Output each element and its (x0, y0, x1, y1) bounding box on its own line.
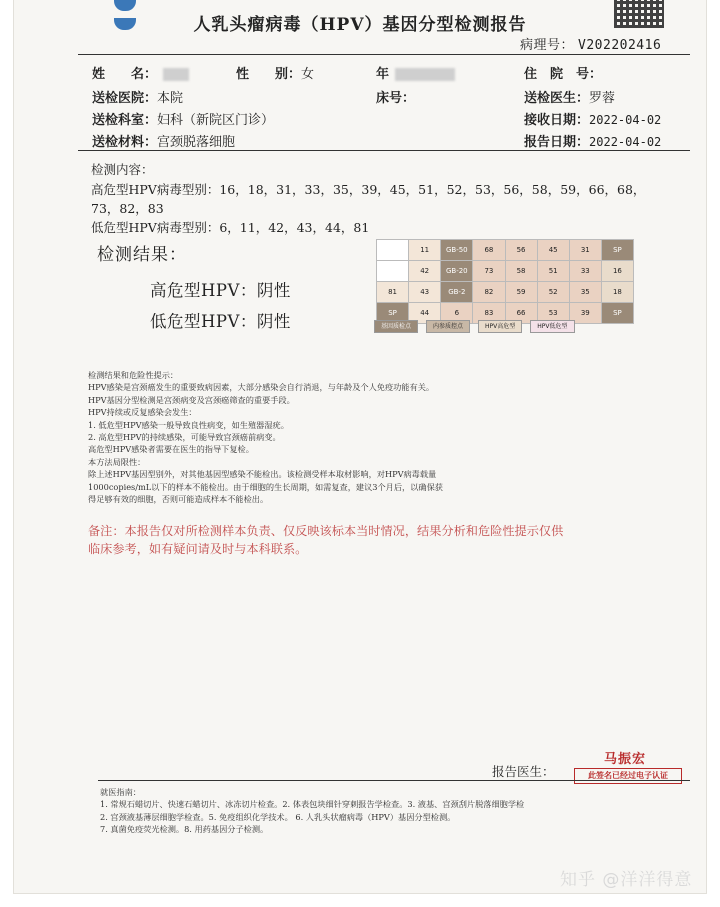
note-line: 本方法局限性： (88, 456, 146, 467)
genotype-cell: 52 (537, 282, 569, 303)
high-risk-result (150, 277, 291, 301)
result-heading: 检测结果： (97, 245, 187, 265)
genotype-cell: 82 (473, 282, 505, 303)
doctor-signature: 马振宏 (604, 752, 647, 767)
footer-divider (98, 780, 690, 781)
low-risk-result-label: 低危型HPV： (150, 312, 257, 331)
note-line: HPV持续或反复感染会发生： (88, 407, 197, 418)
submitting-doctor-value: 罗蓉 (589, 91, 616, 106)
note-line: 1. 低危型HPV感染一般导致良性病变，如生殖器湿疣。 (88, 419, 289, 430)
genotype-cell: 35 (569, 282, 601, 303)
genotype-cell: 58 (505, 261, 537, 282)
pathology-number-value: V202202416 (578, 38, 662, 53)
patient-gender-label: 性 别： (236, 67, 302, 82)
medical-guide (100, 786, 660, 836)
genotype-cell: 6 (441, 303, 473, 324)
remark-line: 备注：本报告仅对所检测样本负责、仅反映该标本当时情况，结果分析和危险性提示仅供 (88, 524, 564, 538)
guide-line: 2. 宫颈液基薄层细胞学检查。5. 免疫组织化学技术。 6. 人乳头状瘤病毒（HPV）基因分型检测。 (100, 811, 456, 822)
received-date-value: 2022-04-02 (589, 113, 662, 127)
genotype-cell: 16 (601, 261, 633, 282)
submitting-department (92, 109, 274, 128)
note-line: 高危型HPV感染者需要在医生的指导下复检。 (88, 444, 254, 455)
patient-name (92, 63, 189, 82)
note-line: 检测结果和危险性提示： (88, 370, 179, 380)
note-line: 1000copies/mL以下的样本不能检出。由于细胞的生长周期，如需复查，建议3个月后，以确保获 (88, 481, 443, 492)
genotype-cell: SP (601, 240, 633, 261)
legend-item: HPV高危型 (478, 320, 522, 333)
pathology-number-label: 病理号： (520, 38, 575, 53)
report-date-value: 2022-04-02 (589, 135, 662, 149)
genotype-cell: 43 (409, 282, 441, 303)
genotype-table (376, 239, 634, 324)
high-risk-result-value: 阴性 (256, 281, 291, 300)
genotype-cell: 51 (537, 261, 569, 282)
submitting-hospital (92, 87, 183, 106)
submitting-department-label: 送检科室： (92, 113, 158, 128)
submitting-doctor (524, 87, 615, 106)
genotype-cell: 59 (505, 282, 537, 303)
genotype-cell: 11 (409, 240, 441, 261)
bed-number-label: 床号： (376, 91, 416, 106)
qr-code-icon (614, 0, 664, 28)
remark-line: 临床参考，如有疑问请及时与本科联系。 (88, 542, 308, 556)
guide-line: 7. 真菌免疫荧光检测。8. 用药基因分子检测。 (100, 824, 269, 835)
submitting-hospital-label: 送检医院： (92, 91, 158, 106)
bed-number (376, 87, 415, 106)
genotype-cell: 18 (601, 282, 633, 303)
patient-age-label: 年 (376, 67, 390, 82)
report-date (524, 131, 661, 150)
genotype-cell: GB-20 (441, 261, 473, 282)
genotype-cell: 81 (377, 282, 409, 303)
note-line: 得足够有效的细胞，否则可能造成样本不能检出。 (88, 494, 269, 505)
patient-age (376, 63, 455, 82)
received-date-label: 接收日期： (524, 113, 590, 128)
guide-line: 就医指南： (100, 787, 141, 797)
inpatient-number-label: 住 院 号： (524, 67, 603, 82)
genotype-cell: 83 (473, 303, 505, 324)
genotype-cell: 53 (537, 303, 569, 324)
genotype-cell: 39 (569, 303, 601, 324)
genotype-cell: 44 (409, 303, 441, 324)
note-line: 2. 高危型HPV的持续感染，可能导致宫颈癌前病变。 (88, 432, 281, 443)
submitting-hospital-value: 本院 (157, 91, 184, 106)
watermark: 知乎 @洋洋得意 (560, 870, 693, 890)
genotype-cell: 66 (505, 303, 537, 324)
pathology-number (520, 34, 661, 53)
redacted-age (395, 68, 455, 81)
header-divider (78, 54, 690, 55)
genotype-cell (377, 261, 409, 282)
specimen-material-label: 送检材料： (92, 135, 158, 150)
high-risk-types-line1: 高危型HPV病毒型别：16，18，31，33，35，39，45，51，52，53，56，58，59，66，68， (91, 182, 646, 197)
inpatient-number (524, 63, 602, 82)
note-line: HPV感染是宫颈癌发生的重要致病因素，大部分感染会自行消退，与年龄及个人免疫功能有关。 (88, 382, 435, 393)
legend-item: 基因质检点 (374, 320, 418, 333)
genotype-cell: 42 (409, 261, 441, 282)
grid-legend (374, 320, 664, 339)
genotype-cell: SP (377, 303, 409, 324)
low-risk-types: 低危型HPV病毒型别：6，11，42，43，44，81 (91, 220, 370, 235)
patient-name-label: 姓 名： (92, 67, 158, 82)
report-title: 人乳头瘤病毒（HPV）基因分型检测报告 (193, 15, 527, 35)
submitting-department-value: 妇科（新院区门诊） (157, 113, 275, 128)
result-notes (88, 369, 648, 505)
redacted-name (163, 68, 189, 81)
patient-gender (236, 63, 314, 82)
genotype-cell: SP (601, 303, 633, 324)
low-risk-result (150, 308, 291, 332)
specimen-material-value: 宫颈脱落细胞 (157, 135, 236, 150)
info-divider (78, 150, 690, 151)
high-risk-result-label: 高危型HPV： (150, 281, 257, 300)
specimen-material (92, 131, 235, 150)
genotype-cell: 73 (473, 261, 505, 282)
legend-item: HPV低危型 (530, 320, 574, 333)
genotype-cell (377, 240, 409, 261)
report-date-label: 报告日期： (524, 135, 590, 150)
genotype-chip-grid (374, 239, 662, 324)
genotype-cell: 33 (569, 261, 601, 282)
legend-item: 内参质控点 (426, 320, 470, 333)
guide-line: 1. 常规石蜡切片、快速石蜡切片、冰冻切片检查。2. 体表包块细针穿刺报告学检查。3. 液基、宫颈刮片脱落细胞学检 (100, 799, 525, 810)
genotype-row (377, 282, 634, 303)
test-content-heading: 检测内容： (91, 162, 154, 177)
received-date (524, 109, 661, 128)
report-remark (88, 522, 648, 558)
genotype-row (377, 261, 634, 282)
genotype-cell: GB-50 (441, 240, 473, 261)
genotype-cell: 56 (505, 240, 537, 261)
genotype-cell: 31 (569, 240, 601, 261)
note-line: 除上述HPV基因型别外，对其他基因型感染不能检出。该检测受样本取材影响，对HPV病毒载量 (88, 469, 437, 480)
submitting-doctor-label: 送检医生： (524, 91, 590, 106)
genotype-cell: 45 (537, 240, 569, 261)
genotype-cell: 68 (473, 240, 505, 261)
reporting-doctor-label: 报告医生： (492, 764, 555, 779)
patient-gender-value: 女 (301, 67, 315, 82)
high-risk-types-line2: 73，82，83 (91, 201, 164, 216)
genotype-row (377, 240, 634, 261)
low-risk-result-value: 阴性 (256, 312, 291, 331)
note-line: HPV基因分型检测是宫颈病变及宫颈癌筛查的重要手段。 (88, 394, 295, 405)
report-page (14, 0, 706, 893)
e-signature-stamp: 此签名已经过电子认证 (574, 768, 682, 784)
hospital-logo-icon (114, 0, 204, 10)
genotype-cell: GB-2 (441, 282, 473, 303)
